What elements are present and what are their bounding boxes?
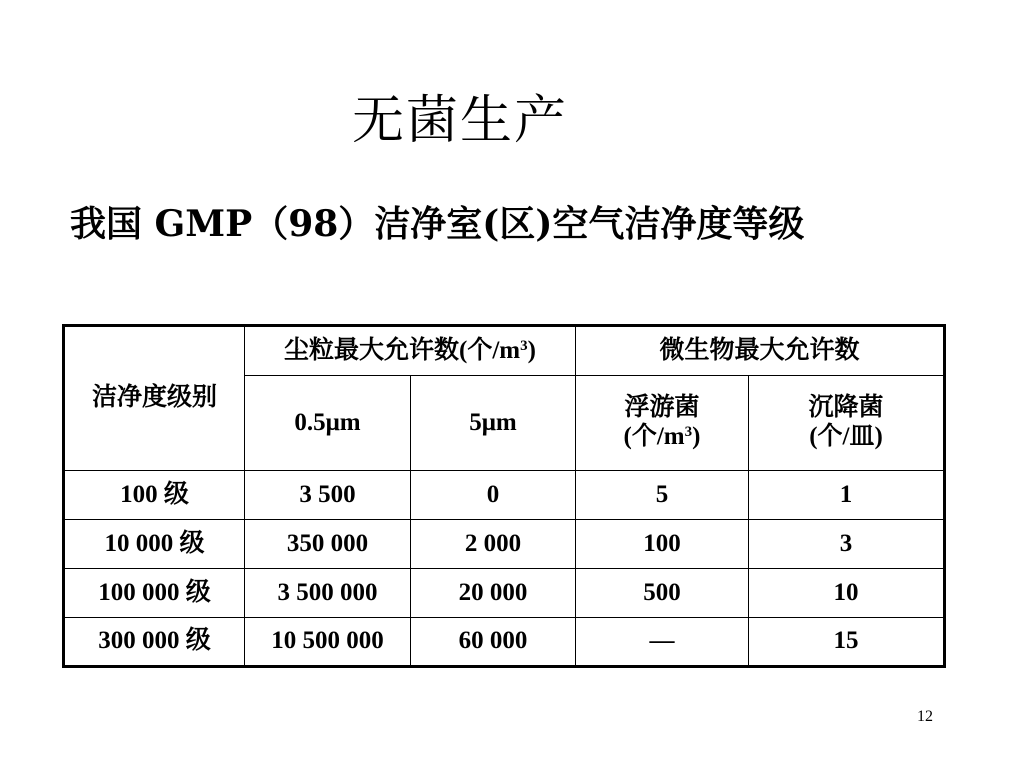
table-row [64,569,945,618]
header-grade-label: 洁净度级别 [91,384,217,412]
header-particle-suffix: ) [527,336,536,364]
cell-settling: 15 [749,618,945,667]
cell-settling: 3 [749,520,945,569]
cell-p05: 10 500 000 [245,618,411,667]
cell-airborne: 100 [576,520,749,569]
cell-settling: 1 [749,471,945,520]
cell-grade: 100 级 [64,471,245,520]
cell-p5: 20 000 [411,569,576,618]
table-row [64,471,945,520]
cell-p5: 2 000 [411,520,576,569]
cell-grade: 300 000 级 [64,618,245,667]
cell-airborne: — [576,618,749,667]
cell-grade: 100 000 级 [64,569,245,618]
cell-airborne: 5 [576,471,749,520]
header-microbe-label: 微生物最大允许数 [659,336,860,364]
header-5um [411,376,576,471]
header-05um [245,376,411,471]
header-airborne-sup: 3 [684,423,693,440]
cell-settling: 10 [749,569,945,618]
header-settling [749,376,945,471]
header-particle-text: 尘粒最大允许数(个/m [284,336,521,364]
table-row [64,520,945,569]
header-grade [64,326,245,471]
header-5um-label: 5μm [469,408,517,436]
cell-p5: 60 000 [411,618,576,667]
cell-grade: 10 000 级 [64,520,245,569]
header-particle-group [245,326,576,376]
header-settling-line2: (个/皿) [809,423,883,450]
header-particle-sup: 3 [520,337,528,354]
cell-p05: 350 000 [245,520,411,569]
cell-p5: 0 [411,471,576,520]
page-number: 12 [917,708,933,725]
header-microbe-group [576,326,945,376]
cleanliness-grade-table [62,324,946,668]
header-airborne-line2: (个/m [623,423,685,450]
cell-p05: 3 500 [245,471,411,520]
header-airborne-line1: 浮游菌 [624,394,700,422]
header-05um-label: 0.5μm [294,408,361,436]
header-airborne-line2-end: ) [692,423,701,450]
slide-title: 无菌生产 [352,91,569,151]
cell-airborne: 500 [576,569,749,618]
cell-p05: 3 500 000 [245,569,411,618]
slide-subtitle: 我国 GMP（98）洁净室(区)空气洁净度等级 [70,203,805,245]
header-settling-line1: 沉降菌 [808,394,884,422]
header-airborne [576,376,749,471]
table-row [64,618,945,667]
